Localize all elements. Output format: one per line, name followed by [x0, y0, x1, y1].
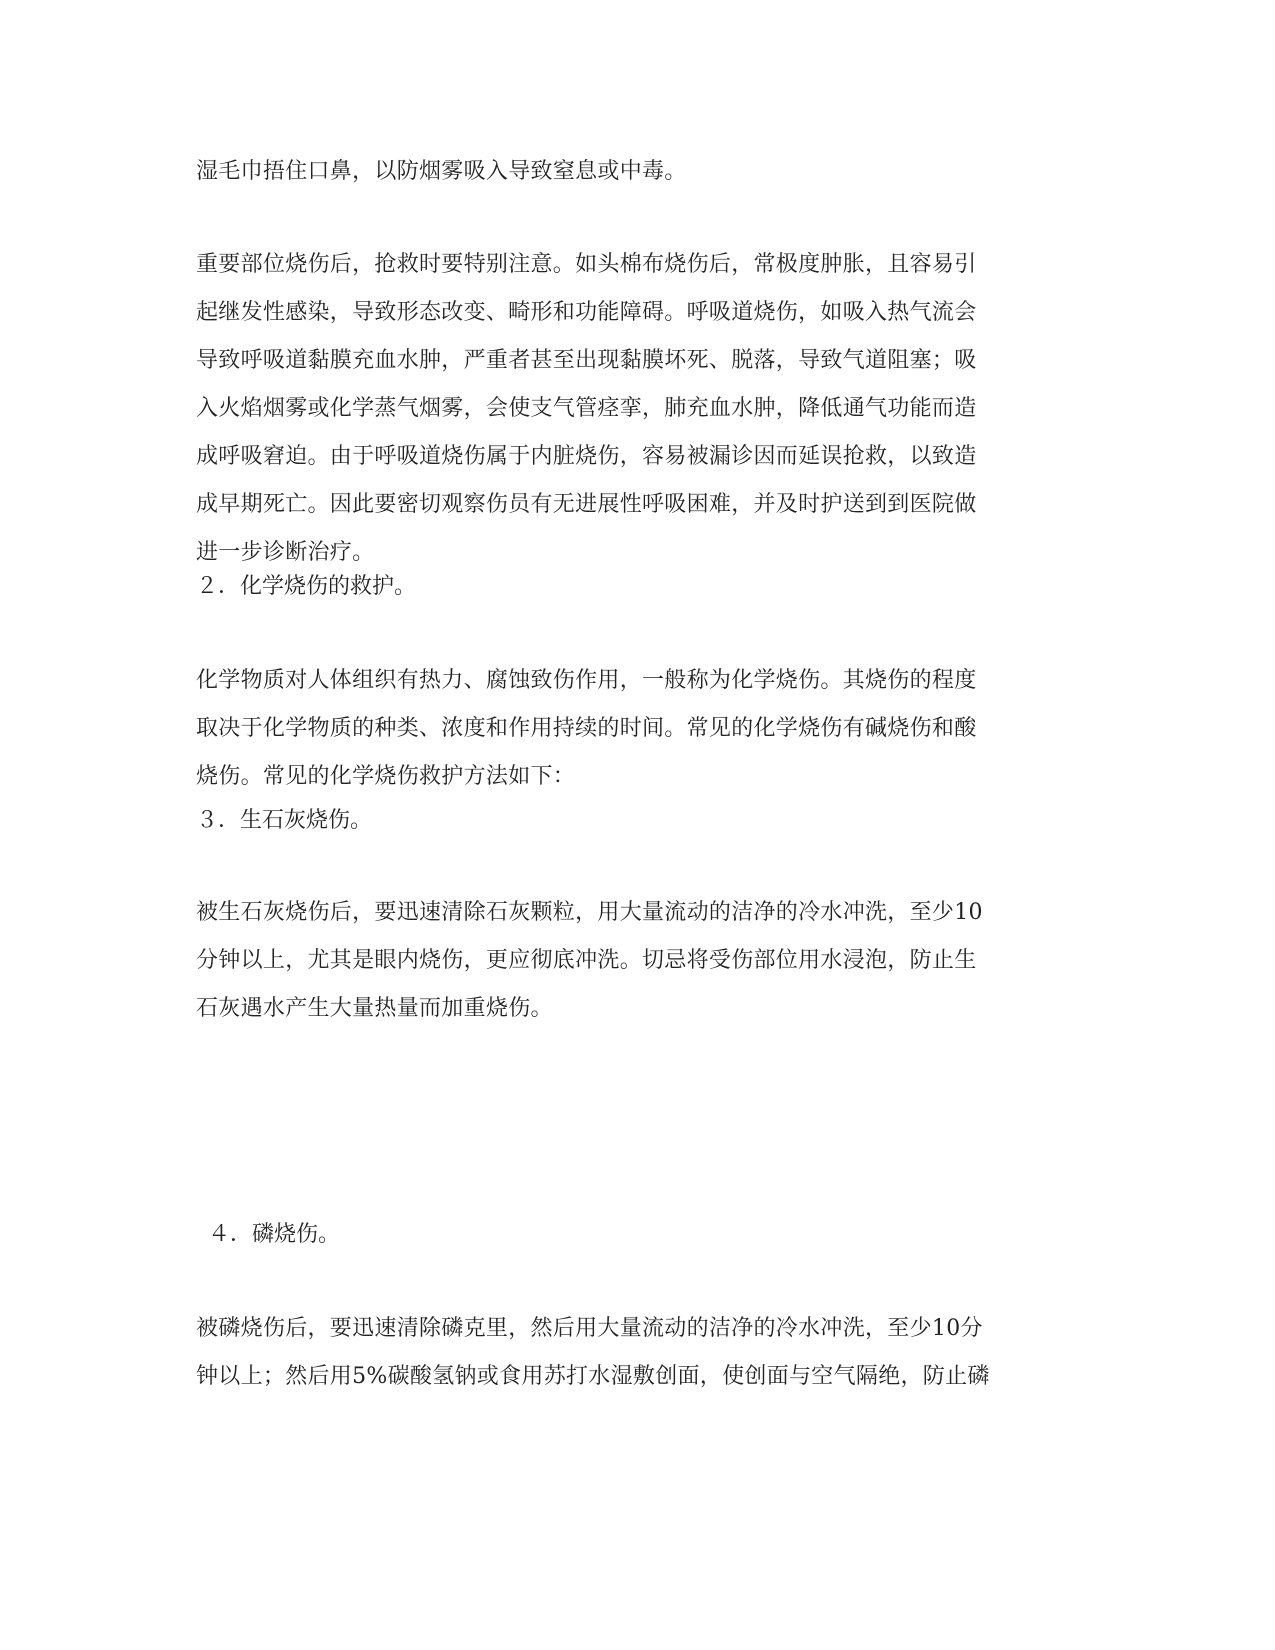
- paragraph-line: 分钟以上，尤其是眼内烧伤，更应彻底冲洗。切忌将受伤部位用水浸泡，防止生: [196, 948, 977, 973]
- paragraph-line: 入火焰烟雾或化学蒸气烟雾，会使支气管痉挛，肺充血水肿，降低通气功能而造: [196, 396, 977, 421]
- paragraph-important-areas: [196, 241, 1076, 577]
- section-heading-chemical-burns: ２．化学烧伤的救护。: [196, 574, 417, 599]
- section-heading-phosphorus-burns: ４．磷烧伤。: [208, 1222, 341, 1247]
- paragraph-line: 石灰遇水产生大量热量而加重烧伤。: [196, 996, 553, 1021]
- paragraph-smoke-protection: [196, 148, 1076, 196]
- paragraph-line: 导致呼吸道黏膜充血水肿，严重者甚至出现黏膜坏死、脱落，导致气道阻塞；吸: [196, 348, 977, 373]
- paragraph-line: 进一步诊断治疗。: [196, 540, 375, 565]
- paragraph-line: 重要部位烧伤后，抢救时要特别注意。如头棉布烧伤后，常极度肿胀，且容易引: [196, 252, 977, 277]
- paragraph-line: 被磷烧伤后，要迅速清除磷克里，然后用大量流动的洁净的冷水冲洗，至少10分: [196, 1316, 983, 1341]
- paragraph-line: 被生石灰烧伤后，要迅速清除石灰颗粒，用大量流动的洁净的冷水冲洗，至少10: [196, 900, 983, 925]
- paragraph-phosphorus-burns: [196, 1305, 1076, 1401]
- paragraph-line: 钟以上；然后用5%碳酸氢钠或食用苏打水湿敷创面，使创面与空气隔绝，防止磷: [196, 1364, 990, 1389]
- paragraph-line: 取决于化学物质的种类、浓度和作用持续的时间。常见的化学烧伤有碱烧伤和酸: [196, 716, 977, 741]
- paragraph-line: 成早期死亡。因此要密切观察伤员有无进展性呼吸困难，并及时护送到到医院做: [196, 492, 977, 517]
- paragraph-chemical-burns: [196, 657, 1076, 801]
- paragraph-line: 烧伤。常见的化学烧伤救护方法如下：: [196, 764, 576, 789]
- section-heading-quicklime-burns: ３．生石灰烧伤。: [196, 808, 373, 833]
- paragraph-line: 湿毛巾捂住口鼻，以防烟雾吸入导致窒息或中毒。: [196, 159, 687, 184]
- paragraph-line: 成呼吸窘迫。由于呼吸道烧伤属于内脏烧伤，容易被漏诊因而延误抢救，以致造: [196, 444, 977, 469]
- paragraph-line: 化学物质对人体组织有热力、腐蚀致伤作用，一般称为化学烧伤。其烧伤的程度: [196, 668, 977, 693]
- paragraph-line: 起继发性感染，导致形态改变、畸形和功能障碍。呼吸道烧伤，如吸入热气流会: [196, 300, 977, 325]
- paragraph-quicklime-burns: [196, 889, 1076, 1033]
